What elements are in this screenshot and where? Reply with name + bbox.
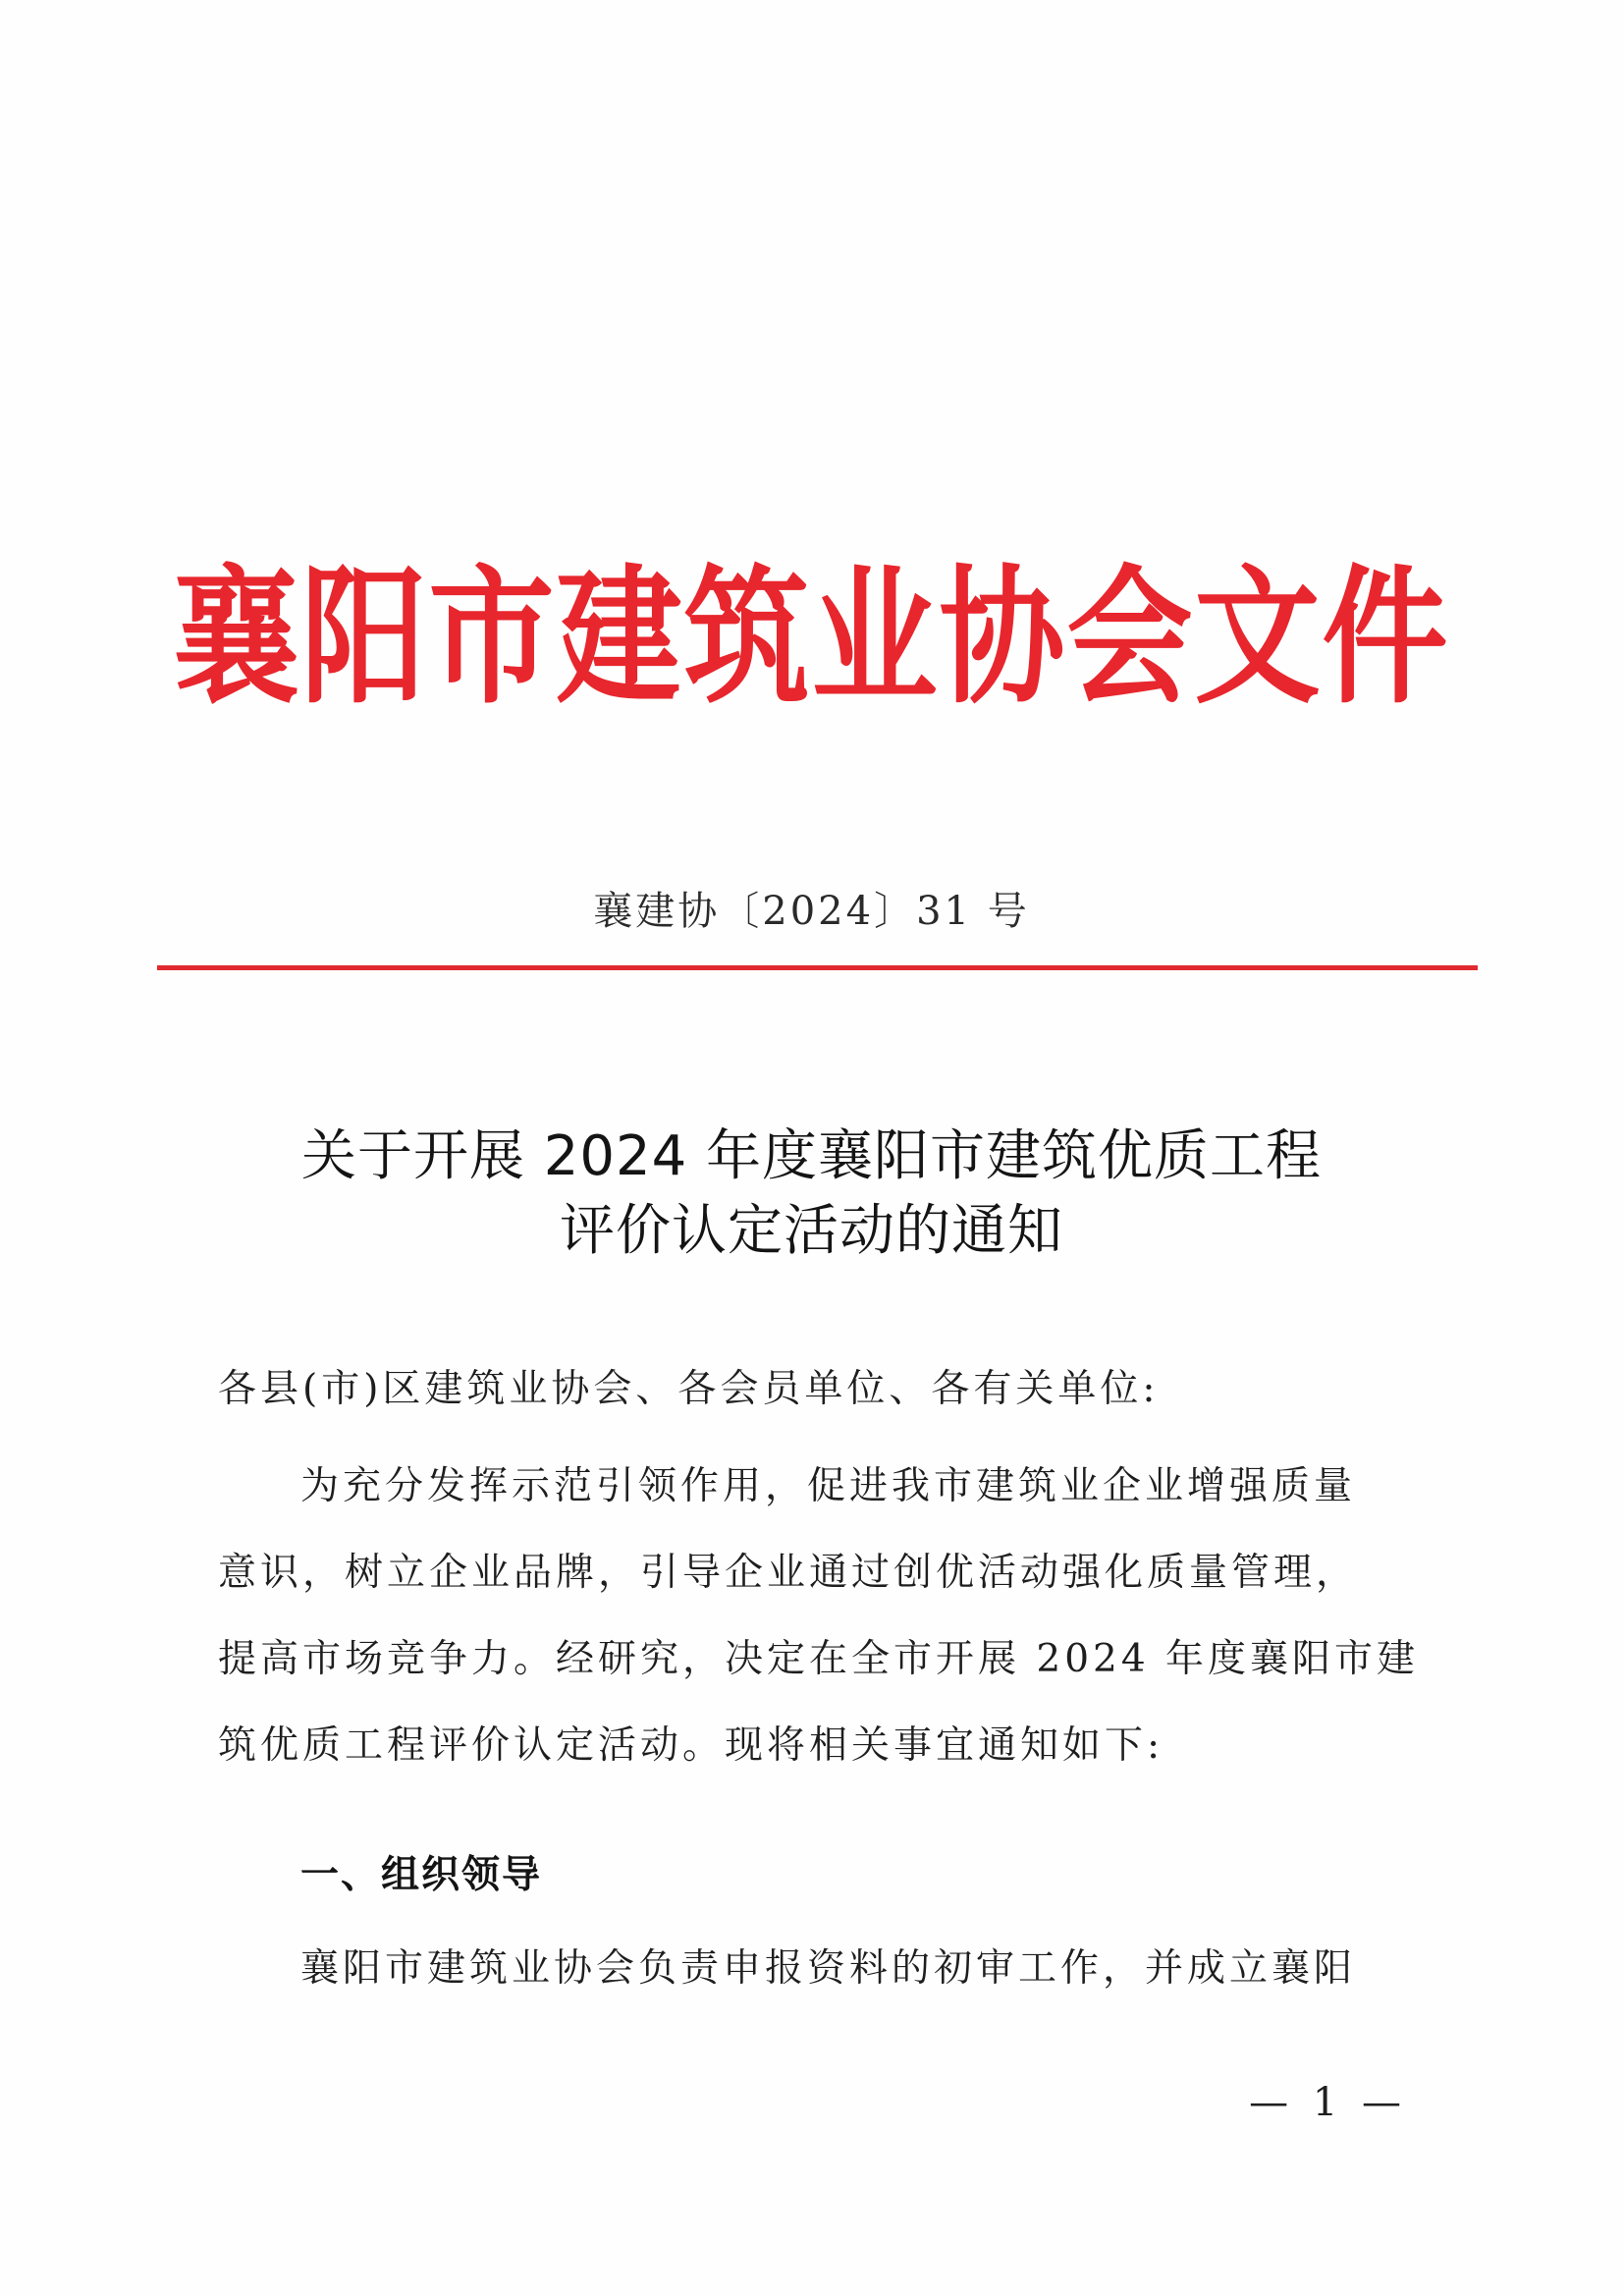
paragraph-line: 提高市场竞争力。经研究，决定在全市开展 2024 年度襄阳市建 bbox=[218, 1637, 1420, 1681]
paragraph-line: 筑优质工程评价认定活动。现将相关事宜通知如下: bbox=[218, 1723, 1164, 1768]
masthead-title: 襄阳市建筑业协会文件 bbox=[173, 550, 1450, 725]
salutation: 各县(市)区建筑业协会、各会员单位、各有关单位: bbox=[218, 1367, 1160, 1411]
paragraph-line: 为充分发挥示范引领作用，促进我市建筑业企业增强质量 bbox=[300, 1464, 1357, 1508]
section-body-line: 襄阳市建筑业协会负责申报资料的初审工作，并成立襄阳 bbox=[300, 1946, 1357, 1991]
paragraph-line: 意识，树立企业品牌，引导企业通过创优活动强化质量管理， bbox=[218, 1551, 1359, 1595]
document-number: 襄建协〔2024〕31 号 bbox=[593, 889, 1030, 934]
intro-paragraph bbox=[218, 1444, 1420, 1789]
section-heading: 一、组织领导 bbox=[300, 1853, 543, 1897]
page-number: — 1 — bbox=[1249, 2080, 1407, 2125]
notice-title-line-2: 评价认定活动的通知 bbox=[560, 1199, 1063, 1263]
red-divider-line bbox=[157, 965, 1478, 970]
notice-title bbox=[0, 1120, 1623, 1269]
notice-title-line-1: 关于开展 2024 年度襄阳市建筑优质工程 bbox=[300, 1124, 1323, 1188]
